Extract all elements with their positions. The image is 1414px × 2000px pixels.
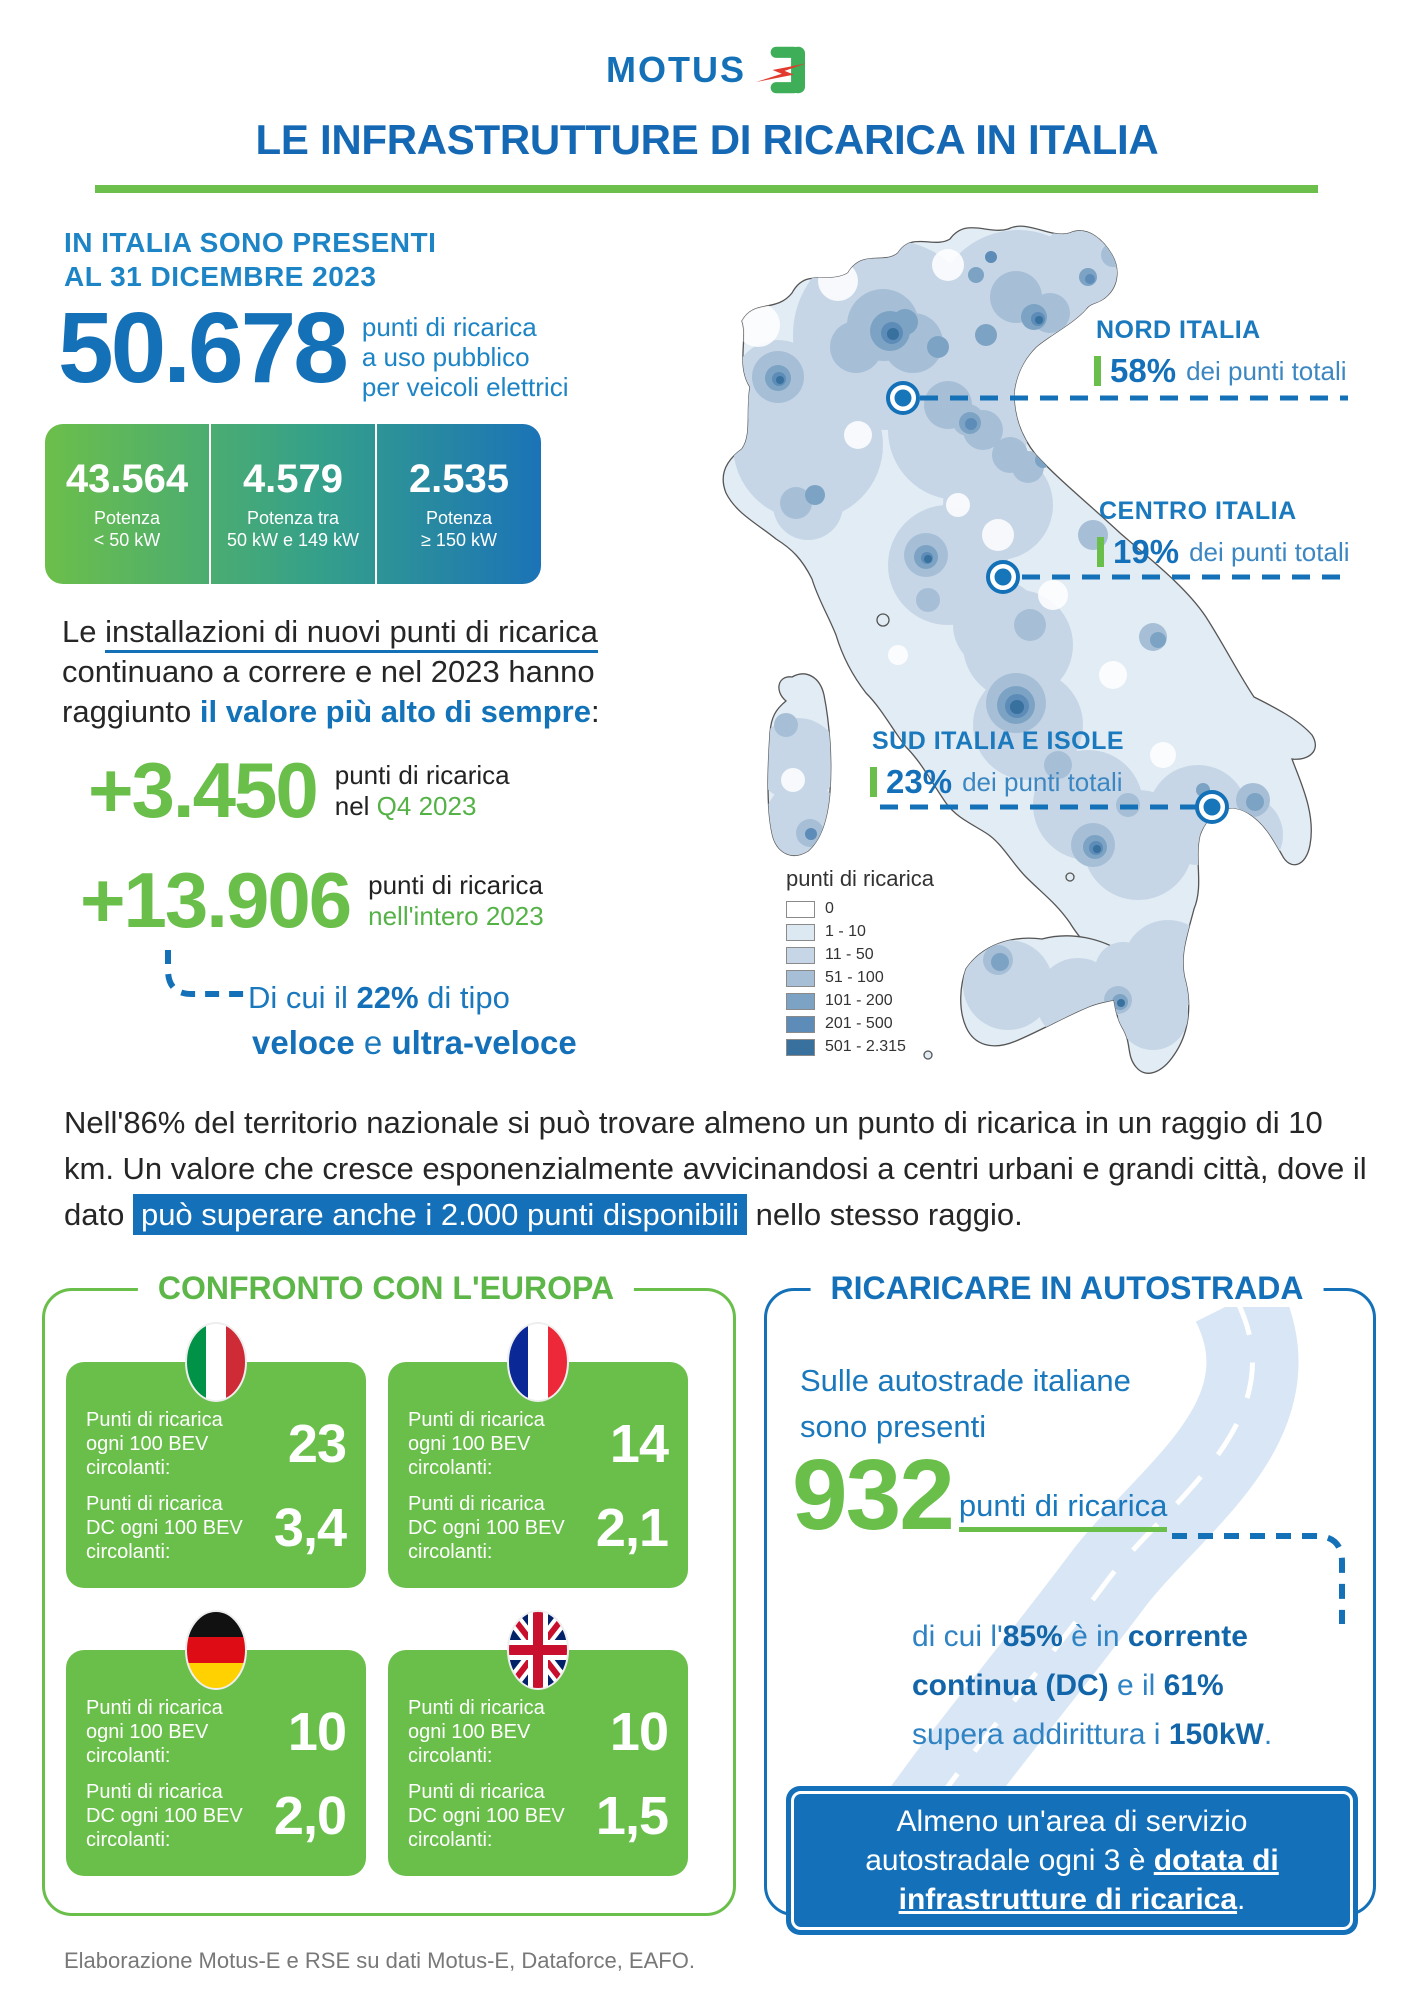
europe-card-germany	[66, 1650, 366, 1876]
stat-value: 3,4	[273, 1498, 346, 1558]
highway-panel-title: RICARICARE IN AUTOSTRADA	[811, 1270, 1324, 1307]
europe-card-france	[388, 1362, 688, 1588]
growth-q4-block: +3.450 punti di ricarica nel Q4 2023	[88, 746, 510, 834]
fast-share-line1: Di cui il 22% di tipo	[248, 980, 510, 1015]
legend-title: punti di ricarica	[786, 866, 934, 891]
power-box-mid: 4.579 Potenza tra 50 kW e 149 kW	[209, 424, 375, 584]
legend-row: 101 - 200	[786, 992, 934, 1010]
highway-callout-box: Almeno un'area di servizio autostradale ogni 3 è dotata di infrastrutture di ricarica.	[786, 1786, 1358, 1935]
stat-row: Punti di ricarica DC ogni 100 BEV circolanti: 1,5	[408, 1781, 668, 1851]
stat-row: Punti di ricarica DC ogni 100 BEV circolanti: 2,1	[408, 1493, 668, 1563]
region-stat-centro: 19% dei punti totali	[1097, 533, 1350, 571]
uk-flag-icon	[507, 1610, 569, 1690]
legend-swatch	[786, 1016, 815, 1033]
stat-value: 2,1	[595, 1498, 668, 1558]
europe-card-italy	[66, 1362, 366, 1588]
legend-row: 501 - 2.315	[786, 1038, 934, 1056]
legend-swatch	[786, 993, 815, 1010]
intro-line-2: AL 31 DICEMBRE 2023	[64, 261, 377, 292]
germany-flag-icon	[185, 1610, 247, 1690]
total-points-value: 50.678	[58, 292, 346, 404]
region-stat-nord: 58% dei punti totali	[1094, 352, 1347, 390]
legend-swatch	[786, 924, 815, 941]
highway-total-block	[792, 1439, 1168, 1551]
power-box-low: 43.564 Potenza < 50 kW	[65, 457, 189, 550]
legend-swatch	[786, 901, 815, 918]
legend-row: 11 - 50	[786, 946, 934, 964]
region-label-centro: CENTRO ITALIA	[1099, 497, 1297, 525]
logo-brand-text: MOTUS	[606, 49, 746, 90]
green-bar	[1094, 356, 1101, 386]
installations-paragraph: Le installazioni di nuovi punti di ricarica continuano a correre e nel 2023 hanno raggiunto il valore più alto di sempre:	[62, 614, 600, 729]
map-legend	[786, 866, 934, 1061]
legend-row: 0	[786, 900, 934, 918]
europe-panel-title: CONFRONTO CON L'EUROPA	[138, 1270, 634, 1307]
intro-line-1: IN ITALIA SONO PRESENTI	[64, 227, 437, 258]
region-label-nord: NORD ITALIA	[1096, 316, 1261, 344]
nord-marker	[888, 383, 918, 413]
legend-swatch	[786, 970, 815, 987]
power-box-high: 2.535 Potenza ≥ 150 kW	[375, 424, 541, 584]
stat-row: Punti di ricarica ogni 100 BEV circolanti: 10	[86, 1697, 346, 1767]
legend-row: 51 - 100	[786, 969, 934, 987]
highway-detail-text: di cui l'85% è in corrente continua (DC) e il 61% supera addirittura i 150kW.	[912, 1620, 1273, 1751]
page-title: LE INFRASTRUTTURE DI RICARICA IN ITALIA	[255, 116, 1159, 163]
centro-marker	[988, 562, 1018, 592]
legend-row: 1 - 10	[786, 923, 934, 941]
intro-text	[64, 226, 436, 294]
highlighted-phrase: può superare anche i 2.000 punti disponibili	[133, 1194, 747, 1235]
underlined-phrase: installazioni di nuovi punti di ricarica	[105, 614, 598, 653]
region-stat-sud: 23% dei punti totali	[870, 763, 1123, 801]
growth-q4-value: +3.450	[88, 746, 317, 834]
green-bar	[870, 767, 877, 797]
legend-swatch	[786, 947, 815, 964]
highway-total-label: punti di ricarica	[959, 1488, 1167, 1532]
region-label-sud: SUD ITALIA E ISOLE	[872, 727, 1125, 755]
sud-marker	[1197, 792, 1227, 822]
total-points-block	[58, 292, 569, 404]
total-points-label: punti di ricarica a uso pubblico per veicoli elettrici	[361, 312, 569, 402]
motus-e-logo	[0, 44, 1414, 96]
italy-flag-icon	[185, 1322, 247, 1402]
stat-value: 10	[609, 1702, 668, 1762]
territory-paragraph: Nell'86% del territorio nazionale si può trovare almeno un punto di ricarica in un raggio di 10 km. Un valore che cresce esponenzialmente avvicinandosi a centri urbani e grandi città, dove il dato può superare anche i 2.000 punti disponibili nello stesso raggio.	[64, 1100, 1376, 1238]
stat-row: Punti di ricarica DC ogni 100 BEV circolanti: 3,4	[86, 1493, 346, 1563]
stat-value: 14	[609, 1414, 668, 1474]
growth-year-block: +13.906 punti di ricarica nell'intero 2023	[80, 856, 544, 944]
stat-row: Punti di ricarica ogni 100 BEV circolanti: 14	[408, 1409, 668, 1479]
legend-swatch	[786, 1039, 815, 1056]
highway-total-value: 932	[792, 1439, 953, 1551]
france-flag-icon	[507, 1322, 569, 1402]
stat-row: Punti di ricarica ogni 100 BEV circolanti: 23	[86, 1409, 346, 1479]
stat-row: Punti di ricarica ogni 100 BEV circolanti: 10	[408, 1697, 668, 1767]
motus-e-lightning-icon	[750, 44, 808, 96]
green-bar	[1097, 537, 1104, 567]
source-note: Elaborazione Motus-E e RSE su dati Motus-E, Dataforce, EAFO.	[64, 1948, 695, 1973]
stat-row: Punti di ricarica DC ogni 100 BEV circolanti: 2,0	[86, 1781, 346, 1851]
title-underline	[95, 185, 1318, 193]
highway-intro: Sulle autostrade italiane sono presenti	[800, 1363, 1131, 1444]
legend-row: 201 - 500	[786, 1015, 934, 1033]
growth-year-value: +13.906	[80, 856, 351, 944]
stat-value: 2,0	[273, 1786, 346, 1846]
stat-value: 23	[287, 1414, 346, 1474]
stat-value: 10	[287, 1702, 346, 1762]
stat-value: 1,5	[595, 1786, 668, 1846]
europe-card-uk	[388, 1650, 688, 1876]
power-classes-strip	[45, 424, 541, 584]
fast-share-line2: veloce e ultra-veloce	[252, 1024, 577, 1061]
